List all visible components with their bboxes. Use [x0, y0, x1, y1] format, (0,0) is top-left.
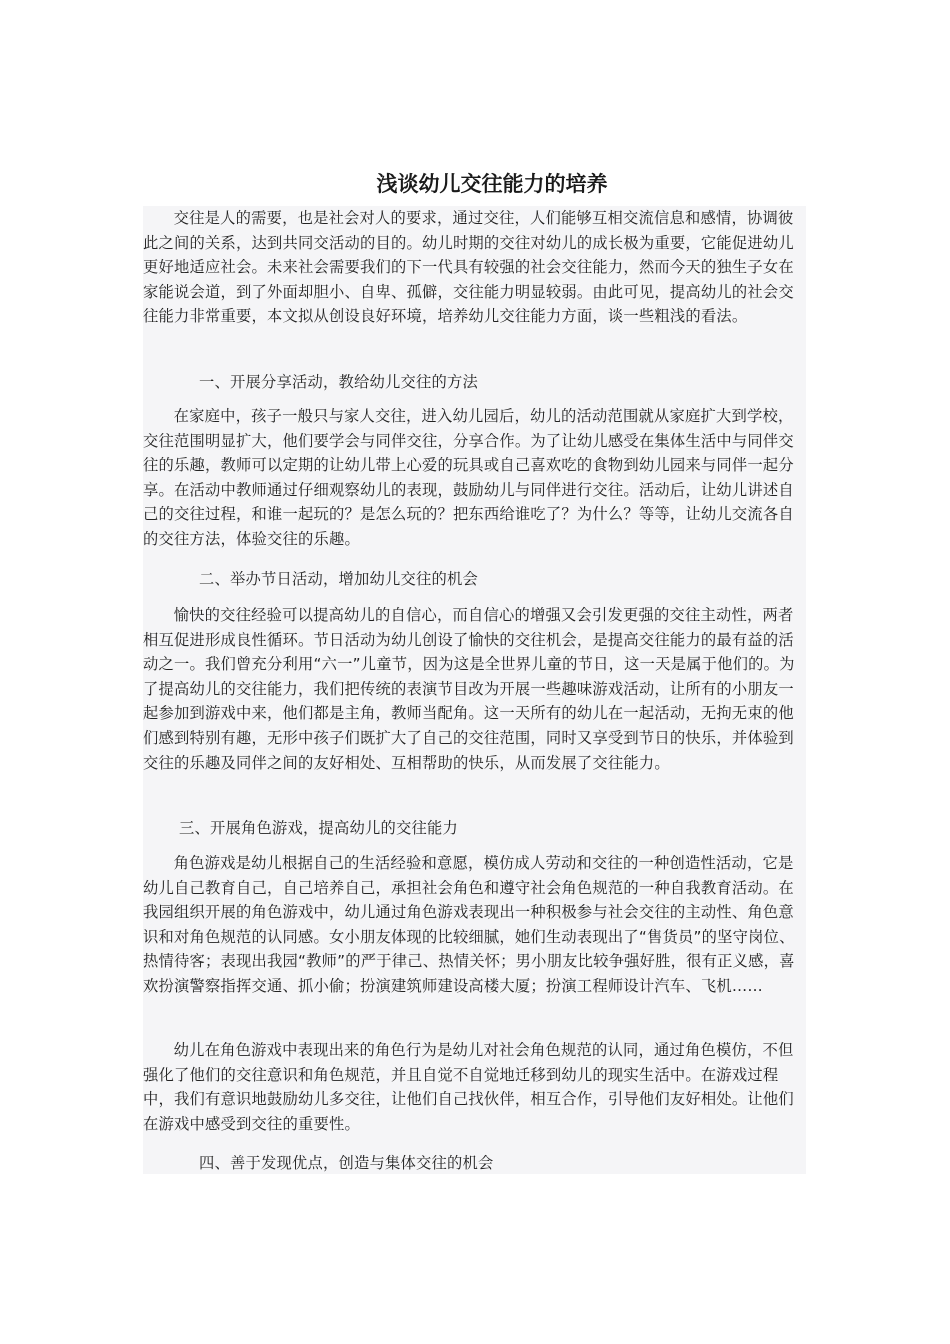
paragraph-section-2: 愉快的交往经验可以提高幼儿的自信心，而自信心的增强又会引发更强的交往主动性，两者相互促进形成良性循环。节日活动为幼儿创设了愉快的交往机会，是提高交往能力的最有益的活动之一。我们曾充分利用“六一”儿童节，因为这是全世界儿童的节日，这一天是属于他们的。为了提高幼儿的交往能力，我们把传统的表演节目改为开展一些趣味游戏活动，让所有的小朋友一起参加到游戏中来，他们都是主角，教师当配角。这一天所有的幼儿在一起活动，无拘无束的他们感到特别有趣，无形中孩子们既扩大了自己的交往范围，同时又享受到节日的快乐，并体验到交往的乐趣及同伴之间的友好相处、互相帮助的快乐，从而发展了交往能力。	[143, 606, 795, 772]
section-heading-1: 一、开展分享活动，教给幼儿交往的方法	[199, 373, 478, 391]
section-heading-4: 四、善于发现优点，创造与集体交往的机会	[199, 1154, 494, 1172]
paragraph-section-3a: 角色游戏是幼儿根据自己的生活经验和意愿，模仿成人劳动和交往的一种创造性活动，它是幼儿自己教育自己，自己培养自己，承担社会角色和遵守社会角色规范的一种自我教育活动。在我园组织开展的角色游戏中，幼儿通过角色游戏表现出一种积极参与社会交往的主动性、角色意识和对角色规范的认同感。女小朋友体现的比较细腻，她们生动表现出了“售货员”的坚守岗位、热情待客；表现出我园“教师”的严于律己、热情关怀；男小朋友比较争强好胜，很有正义感，喜欢扮演警察指挥交通、抓小偷；扮演建筑师建设高楼大厦；扮演工程师设计汽车、飞机……	[143, 854, 795, 995]
paragraph-section-3b: 幼儿在角色游戏中表现出来的角色行为是幼儿对社会角色规范的认同，通过角色模仿，不但强化了他们的交往意识和角色规范，并且自觉不自觉地迁移到幼儿的现实生活中。在游戏过程中，我们有意识地鼓励幼儿多交往，让他们自己找伙伴，相互合作，引导他们友好相处。让他们在游戏中感受到交往的重要性。	[143, 1041, 794, 1133]
section-heading-3: 三、开展角色游戏，提高幼儿的交往能力	[179, 819, 458, 837]
document-body	[143, 206, 806, 1174]
document-title: 浅谈幼儿交往能力的培养	[376, 172, 608, 196]
section-heading-2: 二、举办节日活动，增加幼儿交往的机会	[199, 570, 478, 588]
paragraph-section-1: 在家庭中，孩子一般只与家人交往，进入幼儿园后，幼儿的活动范围就从家庭扩大到学校，交往范围明显扩大，他们要学会与同伴交往，分享合作。为了让幼儿感受在集体生活中与同伴交往的乐趣，教师可以定期的让幼儿带上心爱的玩具或自己喜欢吃的食物到幼儿园来与同伴一起分享。在活动中教师通过仔细观察幼儿的表现，鼓励幼儿与同伴进行交往。活动后，让幼儿讲述自己的交往过程，和谁一起玩的？是怎么玩的？把东西给谁吃了？为什么？等等，让幼儿交流各自的交往方法，体验交往的乐趣。	[143, 407, 794, 548]
paragraph-intro: 交往是人的需要，也是社会对人的要求，通过交往，人们能够互相交流信息和感情，协调彼此之间的关系，达到共同交活动的目的。幼儿时期的交往对幼儿的成长极为重要，它能促进幼儿更好地适应社会。未来社会需要我们的下一代具有较强的社会交往能力，然而今天的独生子女在家能说会道，到了外面却胆小、自卑、孤僻，交往能力明显较弱。由此可见，提高幼儿的社会交往能力非常重要，本文拟从创设良好环境，培养幼儿交往能力方面，谈一些粗浅的看法。	[143, 209, 794, 326]
